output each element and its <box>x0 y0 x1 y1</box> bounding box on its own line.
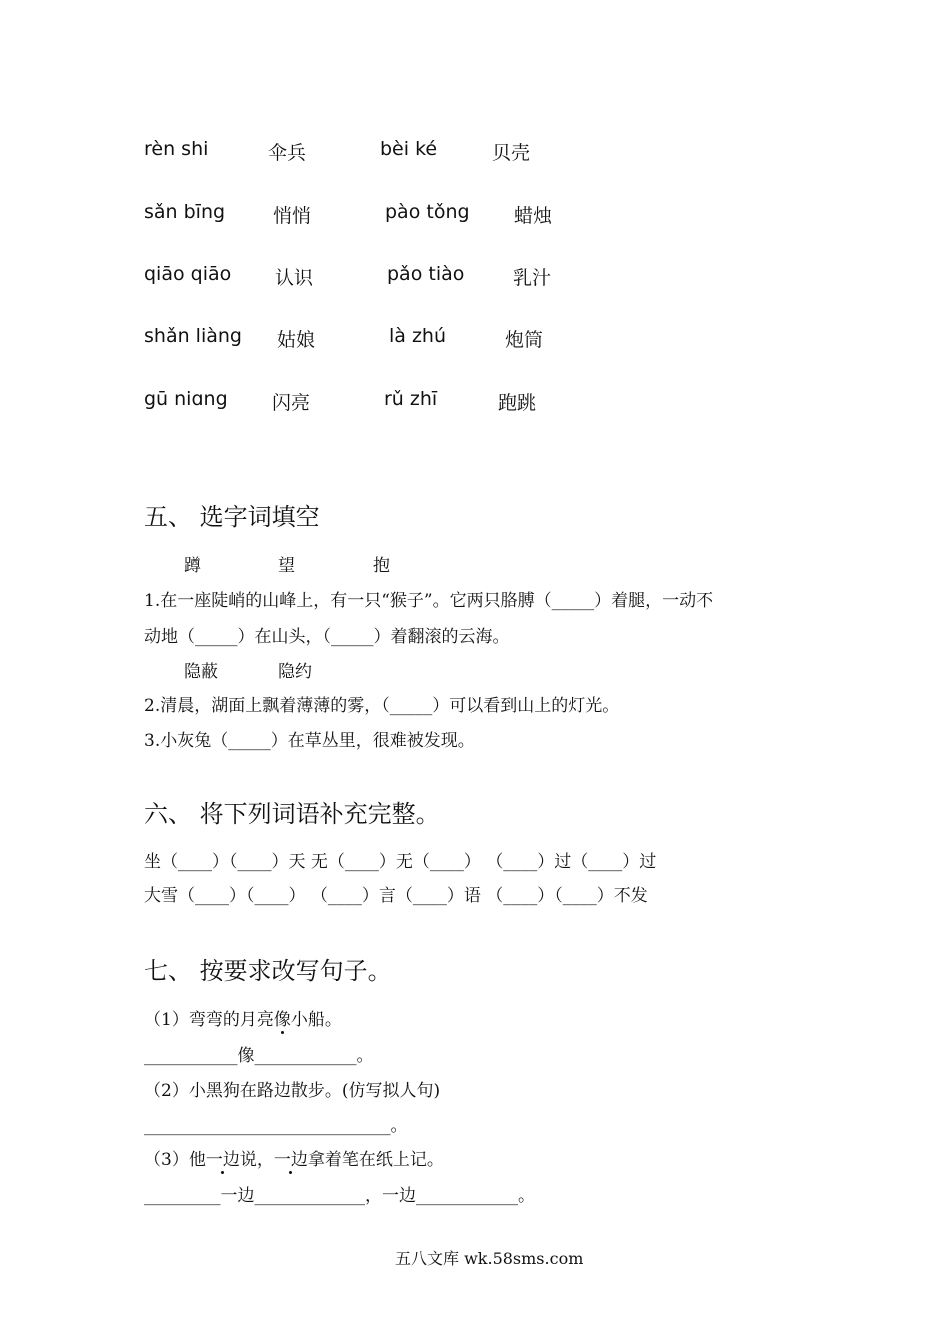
q7-1-emphasis: 像 <box>273 1010 291 1030</box>
answer-7-2: _____________________________。 <box>144 1116 408 1136</box>
pinyin-4-2: là zhú <box>389 325 447 347</box>
q7-3-emphasis-2: 一边 <box>273 1150 308 1170</box>
word-3-1: 认识 <box>275 267 314 289</box>
idiom-line-2: 大雪（____）（____） （____）言（____）语 （____）（____）不发 <box>144 886 648 906</box>
q7-3-post: 拿着笔在纸上记。 <box>307 1150 444 1170</box>
word-4-2: 炮筒 <box>505 329 544 351</box>
word-3-2: 乳汁 <box>513 267 552 289</box>
question-7-2: （2）小黑狗在路边散步。(仿写拟人句) <box>144 1081 441 1101</box>
q7-3-pre: （3）他 <box>144 1150 206 1170</box>
word-2-2: 蜡烛 <box>514 205 553 227</box>
question-7-1 <box>144 1005 342 1030</box>
pinyin-2-2: pào tǒng <box>385 201 470 223</box>
pinyin-3-2: pǎo tiào <box>387 263 465 285</box>
pinyin-3-1: qiāo qiāo <box>144 263 232 285</box>
word-1-2: 贝壳 <box>492 142 531 164</box>
question-5-1-line1: 1.在一座陡峭的山峰上，有一只“猴子”。它两只胳膊（_____）着腿，一动不 <box>144 591 714 611</box>
pinyin-1-2: bèi ké <box>380 138 438 160</box>
word-5-1: 闪亮 <box>272 392 311 414</box>
section-6-title: 六、 将下列词语补充完整。 <box>144 800 440 828</box>
word-4-1: 姑娘 <box>277 329 316 351</box>
answer-7-3: _________一边_____________，一边____________。 <box>144 1186 535 1206</box>
choice-yinyue: 隐约 <box>278 662 312 682</box>
answer-7-1: ___________像____________。 <box>144 1046 374 1066</box>
question-5-3: 3.小灰兔（_____）在草丛里，很难被发现。 <box>144 731 475 751</box>
q7-1-pre: （1）弯弯的月亮 <box>144 1010 274 1030</box>
question-5-2: 2.清晨，湖面上飘着薄薄的雾，（_____）可以看到山上的灯光。 <box>144 696 620 716</box>
footer-source: 五八文库 wk.58sms.com <box>395 1249 584 1268</box>
section-5-title: 五、 选字词填空 <box>144 503 320 531</box>
word-1-1: 伞兵 <box>268 142 307 164</box>
pinyin-1-1: rèn shi <box>144 138 209 160</box>
word-5-2: 跑跳 <box>498 392 537 414</box>
question-5-1-line2: 动地（_____）在山头，（_____）着翻滚的云海。 <box>144 627 510 647</box>
question-7-3 <box>144 1145 444 1170</box>
pinyin-5-1: gū niɑng <box>144 388 228 410</box>
choice-yinbi: 隐蔽 <box>184 662 218 682</box>
choice-wang: 望 <box>278 556 295 576</box>
choice-bao: 抱 <box>373 556 390 576</box>
pinyin-2-1: sǎn bīng <box>144 201 226 223</box>
q7-3-emphasis-1: 一边 <box>205 1150 240 1170</box>
q7-3-mid: 说， <box>239 1150 274 1170</box>
q7-1-post: 小船。 <box>290 1010 342 1030</box>
choice-dun: 蹲 <box>184 556 201 576</box>
section-7-title: 七、 按要求改写句子。 <box>144 957 392 985</box>
word-2-1: 悄悄 <box>273 205 312 227</box>
pinyin-4-1: shǎn liàng <box>144 325 242 347</box>
idiom-line-1: 坐（____）（____）天 无（____）无（____） （____）过（____）过 <box>144 852 657 872</box>
pinyin-5-2: rǔ zhī <box>384 388 438 410</box>
